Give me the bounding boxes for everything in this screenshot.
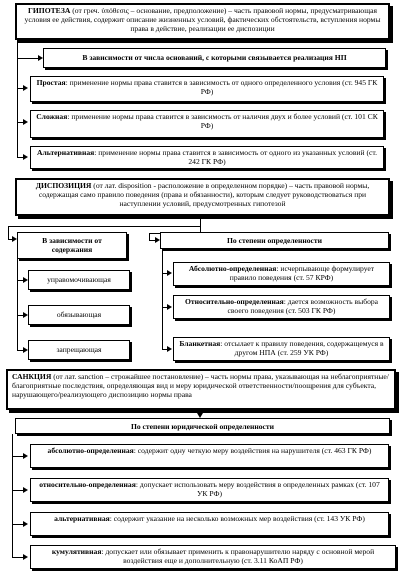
disposition-certainty-label: Относительно-определенная — [184, 297, 284, 306]
sanction-connector — [12, 557, 23, 558]
sanction-type-cumulative — [30, 545, 396, 569]
arrow-icon — [23, 154, 28, 160]
disposition-content-type: запрещающая — [28, 340, 130, 360]
sanction-type-text: : допускает использовать меру воздействия в определенных рамках (ст. 107 УК РФ) — [135, 480, 380, 499]
disposition-connector — [8, 226, 201, 227]
hypothesis-type-label: Простая — [36, 78, 66, 87]
sanction-type-label: абсолютно-определенная — [47, 446, 134, 455]
sanction-text: (от лат. sanction – строжайшее постановление) – часть нормы права, указывающая на неблагоприятные/благоприятные последствия, определяющая вид и меру юридической ответственности/поощрения для субъекта, нарушающего/реализующего диспозицию нормы права — [12, 372, 389, 400]
hypothesis-type-label: Сложная — [36, 112, 68, 121]
hypothesis-connector — [17, 58, 38, 59]
sanction-type-label: относительно-определенная — [39, 480, 136, 489]
sanction-classification: По степени юридической определенности — [15, 418, 390, 434]
disposition-by-certainty-title: По степени определенности — [160, 232, 389, 249]
disposition-connector — [149, 233, 150, 240]
disposition-content-type: обязывающая — [28, 305, 130, 325]
sanction-connector — [12, 456, 23, 457]
arrow-icon — [38, 55, 43, 61]
disposition-by-content-title: В зависимости от содержания — [17, 232, 127, 259]
disposition-certainty-text: : исчерпывающе формулирует правило поведения (ст. 57 КРФ) — [229, 264, 375, 283]
hypothesis-type-text: : применение нормы права ставится в зависимость от наличия двух и более условий (ст. 101 СК РФ) — [67, 112, 378, 131]
hypothesis-type-text: : применение нормы права ставится в зависимость от одного определенного условия (ст. 945 ГК РФ) — [65, 78, 378, 97]
disposition-certainty-label: Бланкетная — [179, 339, 221, 348]
arrow-icon — [23, 554, 28, 560]
sanction-type-text: : содержит одну четкую меру воздействия на нарушителя (ст. 463 ГК РФ) — [133, 446, 372, 455]
arrow-icon — [23, 521, 28, 527]
disposition-certainty-label: Абсолютно-определенная — [188, 264, 277, 273]
arrow-icon — [167, 304, 172, 310]
disposition-certainty-text: : отсылает к правилу поведения, содержащемуся в другом НПА (ст. 259 УК РФ) — [220, 339, 384, 358]
sanction-type-label: кумулятивная — [51, 547, 102, 556]
arrow-icon — [23, 85, 28, 91]
sanction-connector — [12, 524, 23, 525]
sanction-connector — [12, 490, 23, 491]
disposition-certainty-blanket — [173, 337, 390, 361]
arrow-icon — [167, 270, 172, 276]
sanction-type-text: : допускает или обязывает применить к правонарушителю наряду с основной мерой воздействия еще и дополнительную (ст. 3.11 КоАП РФ) — [101, 547, 375, 566]
disposition-text: (от лат. disposition - расположение в определенном порядке) – часть правовой нормы, содержащая само правило поведения (права и обязанности), которым следует руководствоваться при наступлении условий, предусмотренных гипотезой — [38, 181, 370, 209]
disposition-certainty-absolute — [173, 262, 390, 286]
hypothesis-type-text: : применение нормы права ставится в зависимость от одного из указанных условий (ст. 242 ГК РФ) — [94, 148, 378, 167]
hypothesis-classification: В зависимости от числа оснований, с которыми связывается реализация НП — [43, 48, 386, 68]
sanction-connector — [12, 434, 13, 557]
by-certainty-connector — [162, 249, 163, 350]
arrow-icon — [23, 453, 28, 459]
hypothesis-type-label: Альтернативная — [36, 148, 95, 157]
arrow-icon — [23, 487, 28, 493]
disposition-content-type: управомочивающая — [28, 270, 130, 290]
hypothesis-text: (от греч. ὑπόθεσις – основание, предположение) – часть правовой нормы, предусматривающая условия ее действия, содержит описание жизненных условий, фактических обстоятельств, вступления нормы права в действие, реализации ее диспозиции — [24, 6, 381, 34]
arrow-icon — [23, 119, 28, 125]
disposition-connector — [200, 216, 201, 226]
arrow-icon — [167, 346, 172, 352]
sanction-definition — [6, 369, 396, 410]
hypothesis-type-simple — [30, 76, 384, 102]
disposition-connector — [8, 226, 9, 239]
sanction-type-relative — [30, 478, 389, 502]
hypothesis-definition — [15, 3, 390, 40]
sanction-type-text: : содержит указание на несколько возможных мер воздействия (ст. 143 УК РФ) — [109, 514, 365, 523]
sanction-type-absolute — [30, 444, 389, 468]
disposition-term: ДИСПОЗИЦИЯ — [35, 181, 92, 190]
sanction-type-alternative — [30, 512, 389, 536]
disposition-definition — [15, 178, 390, 216]
disposition-certainty-relative — [173, 295, 390, 319]
disposition-certainty-text: : дается возможность выбора своего поведения (ст. 503 ГК РФ) — [227, 297, 379, 316]
sanction-term: САНКЦИЯ — [12, 372, 52, 381]
hypothesis-type-complex — [30, 110, 384, 138]
hypothesis-term: ГИПОТЕЗА — [28, 6, 71, 15]
sanction-type-label: альтернативная — [54, 514, 110, 523]
hypothesis-type-alternative — [30, 146, 384, 169]
by-content-connector — [17, 259, 18, 351]
